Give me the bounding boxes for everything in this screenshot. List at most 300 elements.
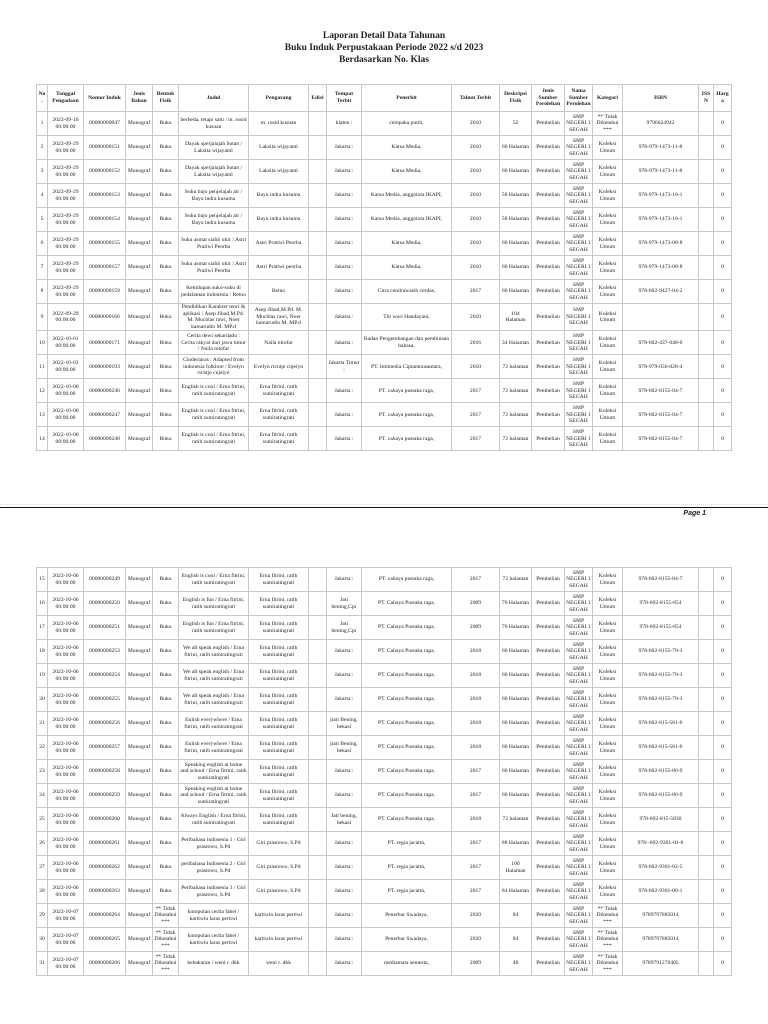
cell-bentuk-fisik: Buku (153, 403, 179, 427)
cell-deskripsi-fisik: 60 Halaman (500, 256, 532, 280)
cell-issn (699, 592, 714, 616)
cell-isbn: 978-979-1473-11-8 (623, 160, 699, 184)
cell-judul: Cinderiaras : Adapted from indonesia folklore / Evelyn ricntje cnjeiyn (179, 355, 249, 379)
cell-judul: Speaking english at home and school / Erna fitrini, ratih sumiratingrati (179, 784, 249, 808)
cell-tahun-terbit: 2010 (452, 208, 500, 232)
cell-judul: kumpulan cerita fabel / kartiwin laras pertiwi (179, 904, 249, 928)
cell-judul: Always English / Erna fitrini, ratih sumiratingrati (179, 808, 249, 832)
cell-issn (699, 856, 714, 880)
cell-deskripsi-fisik: 58 Halaman (500, 184, 532, 208)
table-body (37, 112, 732, 451)
cell-edisi (309, 379, 327, 403)
cell-tahun-terbit: 2018 (452, 664, 500, 688)
cell-isbn: 978-602-8155-84-7 (623, 379, 699, 403)
cell-tahun-terbit: 2017 (452, 784, 500, 808)
cell-jenis-bahan: Monograf (126, 568, 153, 592)
cell-nama-sumber: SMP NEGERI 1 SEGAH (565, 904, 593, 928)
column-header-penerbit: Penerbit (362, 85, 452, 112)
cell-tahun-terbit: 2018 (452, 688, 500, 712)
cell-judul: We all speak english / Erna fitrini, ratih sumiratingrati (179, 640, 249, 664)
cell-jenis-bahan: Monograf (126, 355, 153, 379)
cell-deskripsi-fisik: 76 Halaman (500, 592, 532, 616)
cell-bentuk-fisik: Buku (153, 760, 179, 784)
cell-pengarang: Erna fitrini, ratih sumiratingrati (249, 712, 309, 736)
cell-nama-sumber: SMP NEGERI 1 SEGAH (565, 160, 593, 184)
cell-jenis-bahan: Monograf (126, 256, 153, 280)
cell-tahun-terbit: 2020 (452, 928, 500, 952)
cell-tahun-terbit: 2010 (452, 112, 500, 136)
table-row (37, 808, 732, 832)
cell-tempat-terbit: Jakarta : (327, 664, 362, 688)
cell-judul: English is cool / Erna fitrini, ratih sumiratingrati (179, 427, 249, 451)
cell-edisi (309, 568, 327, 592)
cell-no: 13 (37, 403, 48, 427)
cell-edisi (309, 304, 327, 331)
cell-jenis-sumber: Pembelian (532, 904, 565, 928)
cell-tanggal-pengadaan: 2022-09-29 00:00:00 (48, 160, 84, 184)
cell-jenis-bahan: Monograf (126, 232, 153, 256)
cell-nama-sumber: SMP NEGERI 1 SEGAH (565, 880, 593, 904)
cell-edisi (309, 616, 327, 640)
cell-isbn: 978-979-1473-10-1 (623, 208, 699, 232)
cell-kategori: Koleksi Umum (593, 760, 623, 784)
table-row (37, 184, 732, 208)
cell-deskripsi-fisik: 60 Halaman (500, 784, 532, 808)
cell-issn (699, 184, 714, 208)
cell-tempat-terbit: Jakarta : (327, 184, 362, 208)
cell-tanggal-pengadaan: 2022-10-06 00:00:00 (48, 760, 84, 784)
cell-edisi (309, 664, 327, 688)
cell-kategori: Koleksi Umum (593, 331, 623, 355)
cell-tanggal-pengadaan: 2022-09-29 00:00:00 (48, 208, 84, 232)
table-row (37, 568, 732, 592)
cell-harga: 0 (714, 856, 732, 880)
cell-nama-sumber: SMP NEGERI 1 SEGAH (565, 403, 593, 427)
cell-harga: 0 (714, 136, 732, 160)
cell-bentuk-fisik: Buku (153, 568, 179, 592)
cell-nomor-induk: 00000000255 (84, 688, 126, 712)
cell-no: 4 (37, 184, 48, 208)
cell-issn (699, 403, 714, 427)
cell-tanggal-pengadaan: 2022-10-06 00:00:00 (48, 379, 84, 403)
cell-bentuk-fisik: Buku (153, 427, 179, 451)
cell-penerbit: Karsa Media, (362, 232, 452, 256)
cell-nomor-induk: 00000000263 (84, 880, 126, 904)
cell-judul: Speaking english at home and school / Erna fitrini, ratih sumiratingrati (179, 760, 249, 784)
cell-pengarang: Erna fitrini, ratih sumiratingrati (249, 379, 309, 403)
cell-penerbit: PT. Cahaya Pustaka raga, (362, 616, 452, 640)
cell-kategori: Koleksi Umum (593, 592, 623, 616)
cell-issn (699, 712, 714, 736)
cell-penerbit: PT. Cahaya Pustaka raga, (362, 592, 452, 616)
table-header-row (37, 85, 732, 112)
cell-nomor-induk: 00000000254 (84, 664, 126, 688)
cell-pengarang: Retno (249, 280, 309, 304)
cell-jenis-bahan: Monograf (126, 856, 153, 880)
cell-harga: 0 (714, 640, 732, 664)
cell-tahun-terbit: 2017 (452, 760, 500, 784)
cell-penerbit: PT. Cahaya Pustaka raga, (362, 640, 452, 664)
cell-tempat-terbit: Jakarta : (327, 136, 362, 160)
cell-issn (699, 640, 714, 664)
cell-deskripsi-fisik: 60 Halaman (500, 688, 532, 712)
cell-isbn: 9789797885014 (623, 904, 699, 928)
cell-deskripsi-fisik: 60 Halaman (500, 640, 532, 664)
cell-jenis-sumber: Pembelian (532, 568, 565, 592)
cell-bentuk-fisik: Buku (153, 379, 179, 403)
cell-harga: 0 (714, 403, 732, 427)
cell-kategori: ** Tidak Diketahui *** (593, 112, 623, 136)
cell-no: 25 (37, 808, 48, 832)
cell-penerbit: PT. Cahaya Pustaka raga, (362, 808, 452, 832)
cell-tempat-terbit: Jati bening,Cpr (327, 616, 362, 640)
cell-issn (699, 232, 714, 256)
cell-kategori: Koleksi Umum (593, 184, 623, 208)
cell-no: 17 (37, 616, 48, 640)
cell-kategori: Koleksi Umum (593, 664, 623, 688)
table-row (37, 232, 732, 256)
table-row (37, 832, 732, 856)
cell-kategori: Koleksi Umum (593, 208, 623, 232)
cell-tempat-terbit: jiati Bening, bekasi (327, 736, 362, 760)
cell-pengarang: Erna fitrini, ratih sumiratingrati (249, 808, 309, 832)
cell-nomor-induk: 00000000171 (84, 331, 126, 355)
cell-judul: Dayak sperjalajah hutan / Laksita wijayanti (179, 160, 249, 184)
cell-no: 9 (37, 304, 48, 331)
cell-edisi (309, 232, 327, 256)
cell-judul: English is fun / Erna fitrini, ratih sumiratingrati (179, 592, 249, 616)
cell-deskripsi-fisik: 76 Halaman (500, 616, 532, 640)
cell-jenis-bahan: Monograf (126, 904, 153, 928)
cell-penerbit: Penerbar Swadaya, (362, 928, 452, 952)
table-row (37, 736, 732, 760)
cell-isbn: 978-602-8155-84-7 (623, 568, 699, 592)
cell-kategori: Koleksi Umum (593, 379, 623, 403)
cell-penerbit: Karsa Media, (362, 160, 452, 184)
cell-deskripsi-fisik: 60 Halaman (500, 712, 532, 736)
column-header-deskripsi-fisik: Deskripsi Fisik (500, 85, 532, 112)
cell-issn (699, 136, 714, 160)
cell-deskripsi-fisik: 84 (500, 928, 532, 952)
cell-issn (699, 112, 714, 136)
table-row (37, 616, 732, 640)
cell-issn (699, 160, 714, 184)
cell-tanggal-pengadaan: 2022-10-06 00:00:00 (48, 403, 84, 427)
cell-penerbit: Badan Pengembangan dan pembinaan bahasa, (362, 331, 452, 355)
cell-edisi (309, 808, 327, 832)
cell-kategori: ** Tidak Diketahui *** (593, 952, 623, 976)
cell-deskripsi-fisik: 60 Halaman (500, 280, 532, 304)
cell-judul: Suku bajo penjelajah air / Bayu indra kusuma (179, 208, 249, 232)
cell-tahun-terbit: 2020 (452, 904, 500, 928)
cell-tahun-terbit: 2009 (452, 952, 500, 976)
cell-tempat-terbit: Jakarta Timur : (327, 355, 362, 379)
cell-kategori: ** Tidak Diketahui *** (593, 904, 623, 928)
cell-edisi (309, 736, 327, 760)
cell-issn (699, 880, 714, 904)
cell-tanggal-pengadaan: 2022-10-06 00:00:00 (48, 616, 84, 640)
cell-bentuk-fisik: Buku (153, 664, 179, 688)
table-row (37, 331, 732, 355)
cell-isbn: 978-602-9361-02-5 (623, 856, 699, 880)
cell-isbn: 978-979-1473-11-8 (623, 136, 699, 160)
report-title: Laporan Detail Data Tahunan (322, 31, 446, 41)
cell-jenis-bahan: Monograf (126, 208, 153, 232)
cell-no: 10 (37, 331, 48, 355)
cell-kategori: Koleksi Umum (593, 616, 623, 640)
cell-judul: peribahasa Indonesia 2 / Giri prastowo, S.Pd (179, 856, 249, 880)
cell-kategori: Koleksi Umum (593, 736, 623, 760)
cell-pengarang: Erna fitrini, ratih sumiratingrati (249, 784, 309, 808)
table-row (37, 403, 732, 427)
cell-kategori: Koleksi Umum (593, 688, 623, 712)
table-row (37, 664, 732, 688)
cell-tanggal-pengadaan: 2022-10-07 00:00:00 (48, 904, 84, 928)
cell-jenis-sumber: Pembelian (532, 688, 565, 712)
cell-jenis-bahan: Monograf (126, 832, 153, 856)
cell-nama-sumber: SMP NEGERI 1 SEGAH (565, 712, 593, 736)
table-row (37, 256, 732, 280)
cell-pengarang: Erna fitrini, ratih sumiratingrati (249, 403, 309, 427)
data-table-page-2 (36, 567, 732, 976)
cell-nama-sumber: SMP NEGERI 1 SEGAH (565, 760, 593, 784)
report-basis: Berdasarkan No. Klas (339, 55, 429, 65)
cell-nomor-induk: 00000000258 (84, 760, 126, 784)
cell-judul: Enlish everywhere / Erna fitrini, ratih sumiratingrati (179, 712, 249, 736)
cell-nama-sumber: SMP NEGERI 1 SEGAH (565, 832, 593, 856)
cell-issn (699, 904, 714, 928)
cell-nomor-induk: 00000000159 (84, 280, 126, 304)
cell-jenis-bahan: Monograf (126, 136, 153, 160)
cell-tahun-terbit: 2009 (452, 592, 500, 616)
cell-tempat-terbit: Jakarta : (327, 640, 362, 664)
cell-bentuk-fisik: Buku (153, 688, 179, 712)
cell-deskripsi-fisik: 72 halaman (500, 808, 532, 832)
cell-kategori: Koleksi Umum (593, 403, 623, 427)
cell-pengarang: Erna fitrini, ratih sumiratingrati (249, 568, 309, 592)
cell-judul: Suku bajo penjelajah air / Bayu indra kusuma (179, 184, 249, 208)
cell-kategori: Koleksi Umum (593, 568, 623, 592)
cell-pengarang: Erna fitrini, ratih sumiratingrati (249, 736, 309, 760)
cell-nomor-induk: 00000000264 (84, 904, 126, 928)
cell-issn (699, 664, 714, 688)
cell-nama-sumber: SMP NEGERI 1 SEGAH (565, 952, 593, 976)
cell-nama-sumber: SMP NEGERI 1 SEGAH (565, 568, 593, 592)
cell-penerbit: mediamata semesta, (362, 952, 452, 976)
cell-kategori: Koleksi Umum (593, 304, 623, 331)
cell-jenis-sumber: Pembelian (532, 856, 565, 880)
cell-judul: English is cool / Erna fitrini, ratih sumiratingrati (179, 379, 249, 403)
column-header-pengarang: Pengarang (249, 85, 309, 112)
column-header-jenis-bahan: Jenis Bahan (126, 85, 153, 112)
cell-no: 7 (37, 256, 48, 280)
cell-bentuk-fisik: Buku (153, 184, 179, 208)
cell-nomor-induk: 00000000246 (84, 379, 126, 403)
cell-edisi (309, 712, 327, 736)
cell-tempat-terbit: Jakarta : (327, 331, 362, 355)
cell-nomor-induk: 00000000152 (84, 160, 126, 184)
cell-kategori: Koleksi Umum (593, 808, 623, 832)
cell-tahun-terbit: 2016 (452, 331, 500, 355)
cell-penerbit: Citra cendrawasih cerdas, (362, 280, 452, 304)
cell-edisi (309, 856, 327, 880)
cell-harga: 0 (714, 568, 732, 592)
cell-bentuk-fisik: Buku (153, 640, 179, 664)
cell-isbn: 978-602-9361-00-1 (623, 880, 699, 904)
cell-no: 3 (37, 160, 48, 184)
cell-bentuk-fisik: Buku (153, 880, 179, 904)
cell-deskripsi-fisik: 60 Halaman (500, 136, 532, 160)
cell-harga: 0 (714, 331, 732, 355)
column-header-judul: Judul (179, 85, 249, 112)
cell-jenis-sumber: Pembelian (532, 304, 565, 331)
cell-judul: Suku asmat siahli ukir / Astri Pratiwi Peorba (179, 256, 249, 280)
cell-harga: 0 (714, 712, 732, 736)
cell-isbn: 9789797885014 (623, 928, 699, 952)
cell-jenis-sumber: Pembelian (532, 616, 565, 640)
cell-kategori: Koleksi Umum (593, 640, 623, 664)
cell-pengarang: Evelyn ricntje cnjeiyn (249, 355, 309, 379)
cell-bentuk-fisik: Buku (153, 355, 179, 379)
cell-isbn: 978-602-8155-80-9 (623, 784, 699, 808)
table-row (37, 112, 732, 136)
cell-no: 6 (37, 232, 48, 256)
cell-pengarang: Bayu indra kusuma (249, 208, 309, 232)
cell-issn (699, 355, 714, 379)
cell-nomor-induk: 00000000154 (84, 208, 126, 232)
cell-isbn (623, 304, 699, 331)
cell-tempat-terbit: Jati bening, bekasi (327, 808, 362, 832)
cell-issn (699, 952, 714, 976)
cell-tempat-terbit: Jakarta : (327, 280, 362, 304)
cell-tahun-terbit: 2017 (452, 379, 500, 403)
cell-jenis-sumber: Pembelian (532, 160, 565, 184)
cell-deskripsi-fisik: 60 Halaman (500, 664, 532, 688)
cell-tanggal-pengadaan: 2022-10-06 00:00:00 (48, 568, 84, 592)
data-table-page-1 (36, 84, 732, 451)
cell-bentuk-fisik: Buku (153, 784, 179, 808)
report-header (0, 30, 768, 66)
cell-tahun-terbit: 2018 (452, 808, 500, 832)
cell-bentuk-fisik: ** Tidak Diketahui *** (153, 904, 179, 928)
cell-issn (699, 736, 714, 760)
cell-pengarang: Erna fitrini, ratih sumiratingrati (249, 760, 309, 784)
cell-isbn: 978-602-815-581-6 (623, 736, 699, 760)
cell-tahun-terbit: 2017 (452, 856, 500, 880)
cell-tanggal-pengadaan: 2022-10-07 00:00:00 (48, 952, 84, 976)
cell-nomor-induk: 00000000248 (84, 427, 126, 451)
cell-tahun-terbit: 2018 (452, 640, 500, 664)
cell-bentuk-fisik: Buku (153, 808, 179, 832)
cell-tahun-terbit: 2018 (452, 736, 500, 760)
cell-no: 5 (37, 208, 48, 232)
cell-jenis-sumber: Pembelian (532, 379, 565, 403)
table-row (37, 304, 732, 331)
cell-kategori: Koleksi Umum (593, 280, 623, 304)
cell-deskripsi-fisik: 60 Halaman (500, 160, 532, 184)
cell-isbn: 978-602-437-048-0 (623, 331, 699, 355)
cell-edisi (309, 832, 327, 856)
table-row (37, 160, 732, 184)
cell-jenis-sumber: Pembelian (532, 208, 565, 232)
cell-jenis-bahan: Monograf (126, 616, 153, 640)
cell-isbn: 978-979-1473-08-8 (623, 232, 699, 256)
column-header-issn: ISSN (699, 85, 714, 112)
cell-tahun-terbit: 2010 (452, 136, 500, 160)
page-number: Page 1 (683, 510, 706, 517)
cell-pengarang: kartiwin laras pertiwi (249, 928, 309, 952)
cell-judul: Peribahasa indonesia 3 / Giri prastowo, S.Pd (179, 880, 249, 904)
cell-tempat-terbit: Jakarta : (327, 688, 362, 712)
cell-nomor-induk: 00000000262 (84, 856, 126, 880)
cell-tempat-terbit: Jakarta : (327, 256, 362, 280)
cell-nomor-induk: 00000000253 (84, 640, 126, 664)
cell-tanggal-pengadaan: 2022-09-29 00:00:00 (48, 304, 84, 331)
table-row (37, 904, 732, 928)
cell-isbn: 978-602-8155-854 (623, 592, 699, 616)
table-row (37, 952, 732, 976)
cell-tanggal-pengadaan: 2022-10-06 00:00:00 (48, 832, 84, 856)
cell-tempat-terbit: Jakarta : (327, 208, 362, 232)
cell-edisi (309, 160, 327, 184)
cell-penerbit: Karsa Media, anggotota IKAPI, (362, 208, 452, 232)
cell-tahun-terbit: 2009 (452, 616, 500, 640)
cell-tahun-terbit: 2010 (452, 232, 500, 256)
cell-edisi (309, 280, 327, 304)
cell-judul: English is cool / Erna fitrini, ratih sumiratingrati (179, 568, 249, 592)
cell-issn (699, 256, 714, 280)
cell-nomor-induk: 00000000157 (84, 256, 126, 280)
column-header-nomor-induk: Nomor Induk (84, 85, 126, 112)
column-header-tanggal-pengadaan: Tanggal Pengadaan (48, 85, 84, 112)
cell-pengarang: Erna fitrini, ratih sumiratingrati (249, 688, 309, 712)
cell-jenis-bahan: Monograf (126, 688, 153, 712)
cell-isbn: 9789791276405 (623, 952, 699, 976)
cell-edisi (309, 760, 327, 784)
cell-harga: 0 (714, 616, 732, 640)
cell-edisi (309, 331, 327, 355)
cell-tahun-terbit: 2017 (452, 568, 500, 592)
cell-jenis-sumber: Pembelian (532, 736, 565, 760)
cell-isbn: 978-602-8155-854 (623, 616, 699, 640)
cell-harga: 0 (714, 232, 732, 256)
cell-harga: 0 (714, 304, 732, 331)
cell-tahun-terbit: 2010 (452, 160, 500, 184)
cell-harga: 0 (714, 592, 732, 616)
cell-penerbit: PT. cahaya pustaka raga, (362, 379, 452, 403)
cell-nomor-induk: 00000000256 (84, 712, 126, 736)
cell-tanggal-pengadaan: 2022-10-06 00:00:00 (48, 880, 84, 904)
cell-edisi (309, 904, 327, 928)
cell-tempat-terbit: Jakarta : (327, 403, 362, 427)
cell-jenis-bahan: Monograf (126, 784, 153, 808)
cell-penerbit: Karsa Media, (362, 136, 452, 160)
cell-nomor-induk: 00000000260 (84, 808, 126, 832)
table-row (37, 880, 732, 904)
cell-jenis-sumber: Pembelian (532, 760, 565, 784)
cell-kategori: Koleksi Umum (593, 160, 623, 184)
table-row (37, 379, 732, 403)
cell-bentuk-fisik: ** Tidak Diketahui *** (153, 952, 179, 976)
cell-isbn: 978-979-056-028-4 (623, 355, 699, 379)
cell-nama-sumber: SMP NEGERI 1 SEGAH (565, 856, 593, 880)
cell-jenis-sumber: Pembelian (532, 331, 565, 355)
cell-tanggal-pengadaan: 2022-09-29 00:00:00 (48, 232, 84, 256)
cell-pengarang: Erna fitrini, ratih sumiratingrati (249, 427, 309, 451)
cell-jenis-sumber: Pembelian (532, 832, 565, 856)
cell-isbn: 978-602-8155-80-9 (623, 760, 699, 784)
cell-judul: Suku asmat siahli ukir / Astri Pratiwi Peorba (179, 232, 249, 256)
